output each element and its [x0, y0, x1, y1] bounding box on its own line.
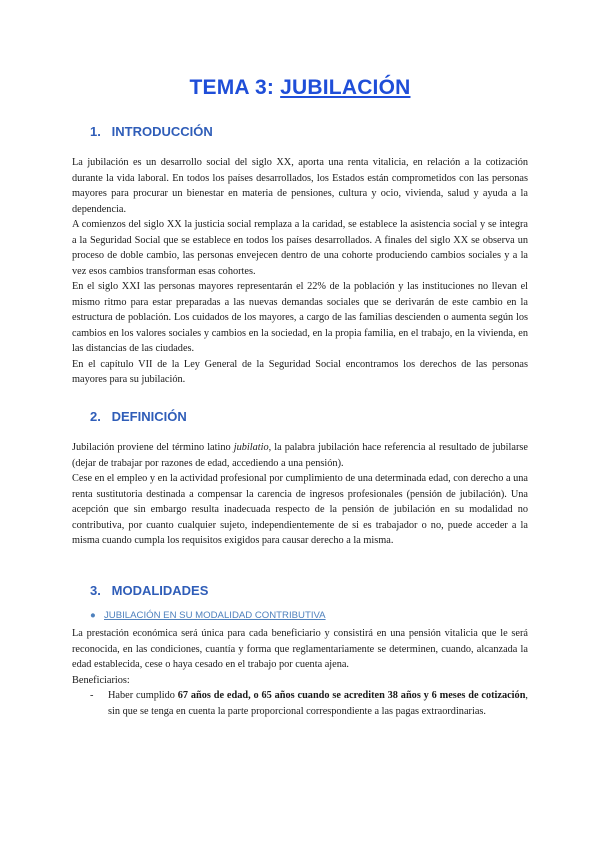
dash-marker: - [90, 690, 94, 701]
intro-paragraph: En el siglo XXI las personas mayores representarán el 22% de la población y las instituciones no llevan el mismo ritmo para estar preparadas a las nuevas demandas sociales que se derivarán de este cambio en la estructura de población. Los cuidados de los mayores, a cargo de las familias descienden o aumenta según los cambios en los valores sociales y cambios en la sociedad, en la propia familia, en el trabajo, en la vivienda, en las distancias de las ciudades. [72, 281, 528, 354]
definition-text: , la palabra jubilación hace referencia al resultado de jubilarse (dejar de trabajar por razones de edad, accediendo a una pensión). [72, 442, 528, 469]
bullet-icon: ● [90, 610, 96, 621]
section-number: 3. [90, 583, 101, 598]
subsection-contributiva [90, 610, 326, 621]
subsection-title: JUBILACIÓN EN SU MODALIDAD CONTRIBUTIVA [104, 610, 326, 621]
item-text: Haber cumplido [108, 690, 178, 701]
modalidades-paragraph: La prestación económica será única para cada beneficiario y consistirá en una pensión vitalicia que le será reconocida, en las condiciones, cuantía y forma que reglamentariamente se determinen, cuando, alcanzada la edad establecida, cese o haya cesado en el trabajo por cuenta ajena. [72, 628, 528, 670]
section-title: MODALIDADES [111, 583, 209, 598]
title-prefix: TEMA 3: [189, 76, 281, 99]
definition-paragraph: Cese en el empleo y en la actividad profesional por cumplimiento de una determinada edad, con derecho a una renta sustitutoria destinada a compensar la carencia de ingresos profesionales (pensión de jubilación). Una acepción que sin embargo resulta inadecuada respecto de la pensión de jubilación en su modalidad no contributiva, por cuanto cualquier sujeto, independientemente de si es trabajador o no, puede acceder a la misma cuando cumpla los requisitos exigidos para causar derecho a la misma. [72, 473, 528, 546]
definition-paragraph [72, 440, 528, 471]
section-number: 1. [90, 124, 101, 139]
beneficiarios-label: Beneficiarios: [72, 674, 130, 686]
section-number: 2. [90, 409, 101, 424]
title-underlined: JUBILACIÓN [280, 76, 411, 99]
list-item [90, 688, 528, 719]
document-title [72, 76, 528, 100]
list-item-text [108, 688, 528, 719]
section-heading-definicion [90, 409, 187, 424]
intro-body [72, 155, 528, 388]
definition-text: Jubilación proviene del término latino [72, 442, 234, 453]
latin-term: jubilatio [233, 442, 269, 453]
modalidades-body [72, 626, 528, 688]
intro-paragraph: A comienzos del siglo XX la justicia social remplaza a la caridad, se establece la asistencia social y se integra a la Seguridad Social que se establece en todos los países desarrollados. A finales del siglo XX se observa un proceso de doble cambio, las personas envejecen dentro de una cohorte produciendo cambios sociales y a la vez esos cambios transforman esas cohortes. [72, 219, 528, 277]
section-title: INTRODUCCIÓN [111, 124, 213, 139]
intro-paragraph: En el capítulo VII de la Ley General de la Seguridad Social encontramos los derechos de las personas mayores para su jubilación. [72, 358, 528, 385]
section-heading-introduccion [90, 124, 213, 139]
definition-body [72, 440, 528, 549]
section-heading-modalidades [90, 583, 208, 598]
item-bold-text: 67 años de edad, o 65 años cuando se acrediten 38 años y 6 meses de cotización [177, 690, 526, 701]
intro-paragraph: La jubilación es un desarrollo social del siglo XX, aporta una renta vitalicia, en relación a la cotización durante la vida laboral. En todos los países desarrollados, los Estados están comprometidos con las personas mayores para procurar un bienestar en materia de pensiones, cultura y ocio, vivienda, salud y ayuda a la dependencia. [72, 157, 528, 215]
section-title: DEFINICIÓN [111, 409, 187, 424]
item-text: , sin que se tenga en cuenta la parte proporcional correspondiente a las pagas extraordinarias. [108, 690, 528, 717]
